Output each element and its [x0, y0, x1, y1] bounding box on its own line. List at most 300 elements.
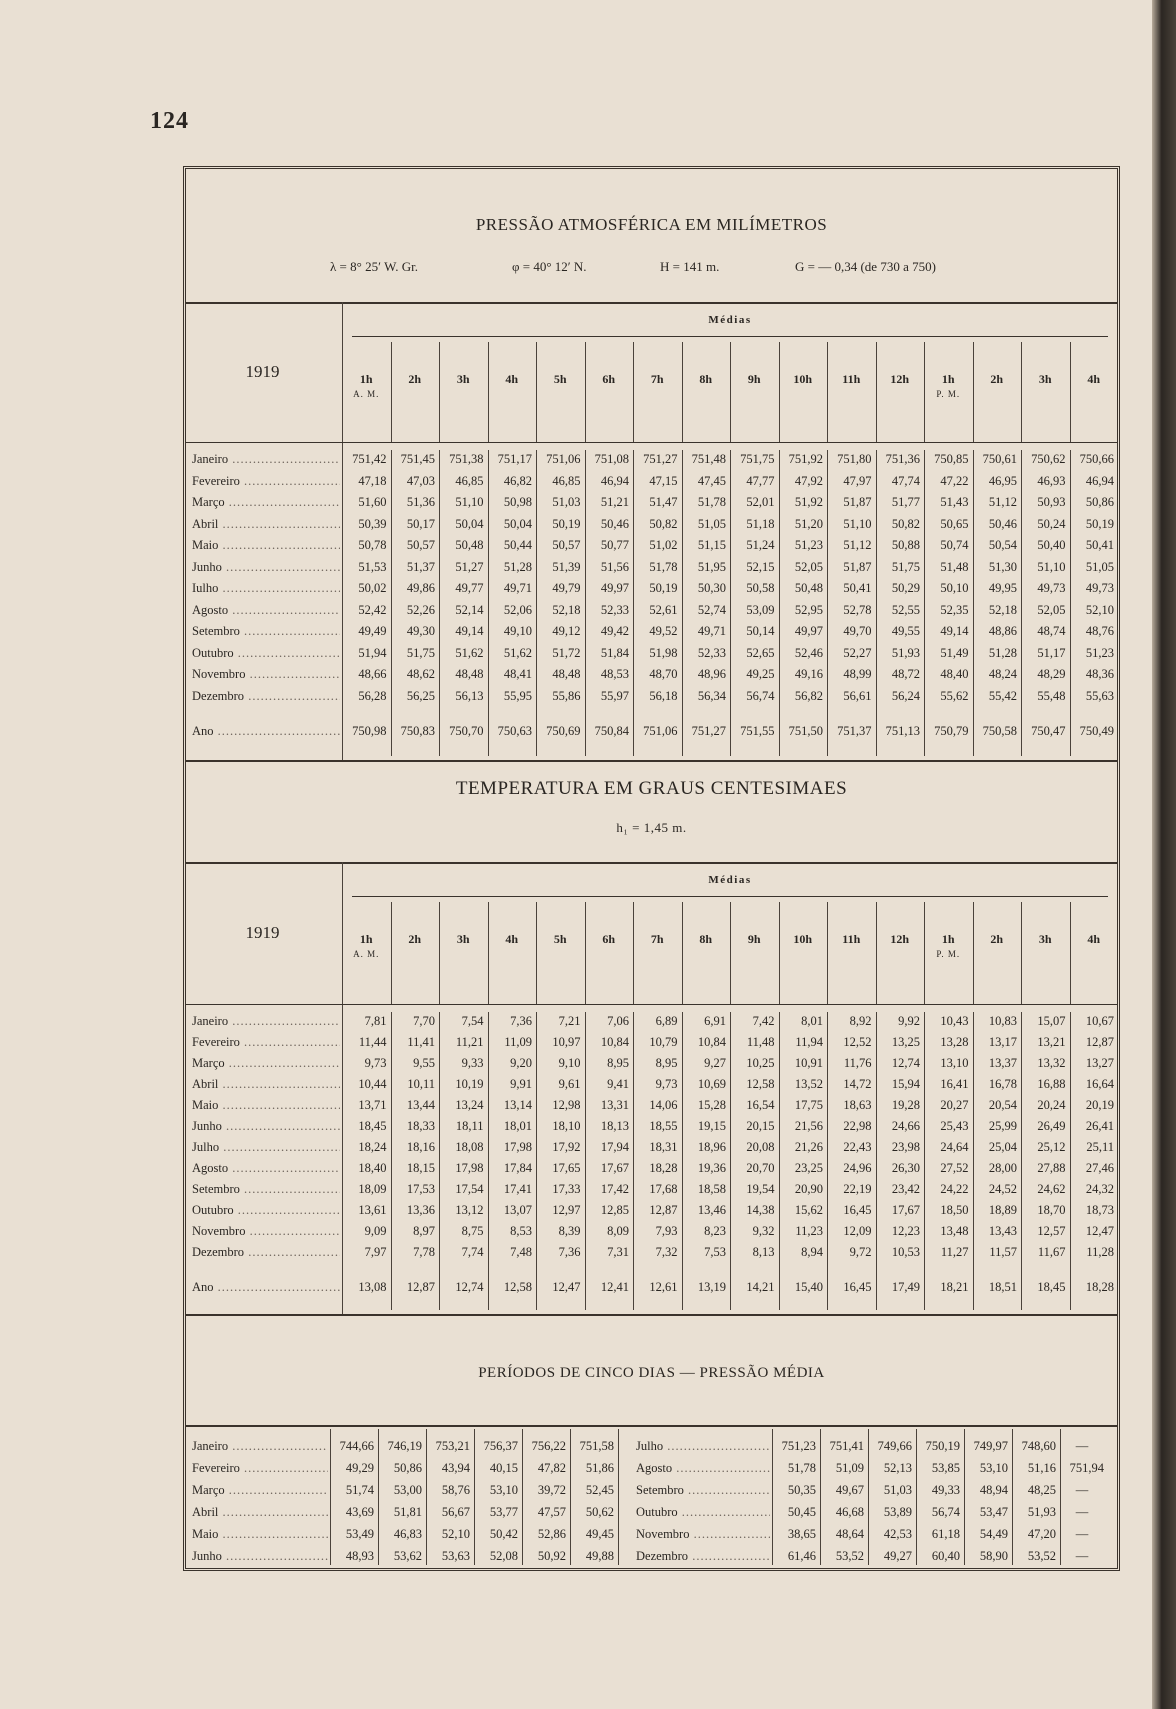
value-cell: 49,88 [585, 1549, 614, 1563]
value-cell: 43,69 [345, 1505, 374, 1519]
column-divider [876, 342, 877, 442]
value-cell: 50,48 [455, 538, 484, 552]
value-cell: 7,93 [655, 1224, 678, 1238]
hour-label: 4h [505, 372, 519, 386]
value-cell: 51,78 [649, 559, 678, 574]
value-cell: 11,94 [795, 1035, 823, 1049]
value-cell: 24,64 [940, 1140, 969, 1154]
value-cell: 50,77 [600, 538, 629, 552]
value-cell: 52,14 [455, 602, 484, 617]
value-cell: 52,08 [489, 1549, 518, 1563]
value-cell: 48,25 [1027, 1483, 1056, 1497]
value-cell: 51,62 [455, 645, 484, 660]
value-cell: 49,16 [794, 667, 823, 681]
value-cell: 13,17 [988, 1035, 1017, 1049]
value-cell: 48,64 [835, 1527, 864, 1541]
value-cell: 17,68 [649, 1182, 678, 1196]
value-cell: 7,42 [752, 1014, 775, 1028]
value-cell: 55,97 [600, 688, 629, 703]
value-cell: 50,82 [649, 516, 678, 531]
value-cell: 49,95 [988, 581, 1017, 595]
value-cell: 7,32 [655, 1245, 678, 1259]
hour-label: 10h [793, 932, 813, 946]
hour-label: 8h [699, 932, 713, 946]
value-cell: 51,03 [552, 495, 581, 509]
divider [618, 1429, 619, 1565]
value-cell: 50,35 [787, 1483, 816, 1497]
value-cell: 40,15 [489, 1461, 518, 1475]
value-cell: 18,11 [455, 1119, 484, 1133]
value-cell: 9,55 [413, 1056, 435, 1070]
column-divider [1021, 342, 1022, 442]
value-cell: 48,48 [552, 667, 581, 681]
hour-label: 5h [553, 932, 567, 946]
value-cell: 10,69 [697, 1077, 726, 1091]
value-cell: 50,78 [358, 538, 387, 552]
annual-cell: 750,58 [982, 724, 1017, 738]
hour-label: 12h [890, 932, 910, 946]
value-cell: 47,74 [891, 473, 920, 488]
value-cell: 50,74 [940, 538, 969, 552]
value-cell: 58,76 [441, 1483, 470, 1497]
month-label: Dezembro ..... [636, 1549, 770, 1564]
value-cell: 50,19 [552, 516, 581, 531]
value-cell: 50,86 [1085, 495, 1114, 509]
annual-cell: 18,45 [1037, 1280, 1066, 1294]
value-cell: 13,36 [406, 1203, 435, 1217]
value-cell: 18,50 [940, 1203, 969, 1217]
value-cell: 17,41 [503, 1182, 532, 1196]
value-cell: 20,54 [988, 1098, 1017, 1112]
value-cell: 9,20 [510, 1056, 532, 1070]
column-divider [488, 902, 489, 1004]
value-cell: 50,46 [988, 516, 1017, 531]
value-cell: 24,22 [940, 1182, 969, 1196]
value-cell: 49,10 [503, 624, 532, 638]
column-divider [730, 342, 731, 442]
value-cell: 9,92 [898, 1014, 920, 1028]
value-cell: 7,54 [461, 1014, 484, 1028]
month-label: Setembro ..... [192, 624, 340, 639]
column-divider [391, 902, 392, 1004]
value-cell: 51,28 [503, 559, 532, 574]
annual-cell: 750,70 [449, 724, 484, 738]
value-cell: 751,27 [643, 452, 678, 466]
value-cell: 749,66 [877, 1439, 912, 1453]
value-cell: 6,91 [704, 1014, 726, 1028]
value-cell: 8,39 [558, 1224, 581, 1238]
value-cell: 19,28 [891, 1098, 920, 1112]
pm-label: P. M. [936, 949, 961, 959]
month-label: Fevereiro ..... [192, 1461, 328, 1476]
value-cell: 7,06 [607, 1014, 629, 1028]
value-cell: 750,61 [982, 452, 1017, 466]
value-cell: 27,52 [940, 1161, 969, 1175]
column-divider [633, 902, 634, 1004]
annual-cell: 751,27 [691, 724, 726, 738]
hour-header [924, 932, 973, 959]
value-cell: 16,54 [746, 1098, 775, 1112]
column-divider [682, 342, 683, 442]
value-cell: 28,00 [988, 1161, 1017, 1175]
value-cell: 52,15 [746, 559, 775, 574]
value-cell: 751,36 [885, 452, 920, 466]
value-cell: 55,86 [552, 688, 581, 703]
hour-label: 2h [408, 372, 422, 386]
value-cell: 50,17 [406, 516, 435, 531]
month-label: Novembro ..... [192, 667, 340, 682]
value-cell: 50,57 [552, 538, 581, 552]
value-cell: 13,43 [988, 1224, 1017, 1238]
value-cell: — [1075, 1549, 1089, 1563]
value-cell: 52,78 [843, 602, 872, 617]
value-cell: 18,45 [358, 1119, 387, 1133]
column-divider [876, 902, 877, 1004]
value-cell: 47,15 [649, 473, 678, 488]
value-cell: 48,70 [649, 667, 678, 681]
value-cell: 25,99 [988, 1119, 1017, 1133]
value-cell: 750,85 [934, 452, 969, 466]
month-label: Abril ..... [192, 517, 340, 532]
value-cell: 51,56 [600, 559, 629, 574]
value-cell: 48,93 [345, 1549, 374, 1563]
altitude-param: H = 141 m. [660, 259, 720, 274]
value-cell: 7,81 [364, 1014, 387, 1028]
value-cell: 49,79 [552, 581, 581, 595]
value-cell: 51,05 [697, 516, 726, 531]
value-cell: 43,94 [441, 1461, 470, 1475]
column-divider [779, 342, 780, 442]
medias-label: Médias [708, 874, 752, 886]
value-cell: 50,46 [600, 516, 629, 531]
annual-cell: 12,87 [406, 1280, 435, 1294]
value-cell: 751,94 [1069, 1461, 1104, 1475]
value-cell: 13,52 [794, 1077, 823, 1091]
value-cell: 50,88 [891, 538, 920, 552]
month-label: Fevereiro ..... [192, 474, 340, 489]
value-cell: 20,70 [746, 1161, 775, 1175]
value-cell: 49,86 [406, 581, 435, 595]
value-cell: 49,97 [794, 624, 823, 638]
annual-cell: 16,45 [843, 1280, 872, 1294]
value-cell: 51,74 [345, 1483, 374, 1497]
month-label: Abril ..... [192, 1505, 328, 1520]
value-cell: 46,83 [393, 1527, 422, 1541]
value-cell: 47,45 [697, 473, 726, 488]
value-cell: 9,61 [558, 1077, 581, 1091]
month-label: Junho ..... [192, 1549, 328, 1564]
value-cell: 16,88 [1037, 1077, 1066, 1091]
value-cell: 52,13 [883, 1461, 912, 1475]
value-cell: 51,12 [988, 495, 1017, 509]
month-label: Março ..... [192, 1056, 340, 1071]
value-cell: 46,94 [1085, 473, 1114, 488]
value-cell: 51,23 [794, 538, 823, 552]
value-cell: 51,75 [891, 559, 920, 574]
temperature-param: h₁ = 1,45 m. [616, 820, 687, 835]
value-cell: 17,65 [552, 1161, 581, 1175]
value-cell: 56,61 [843, 688, 872, 703]
value-cell: 48,94 [979, 1483, 1008, 1497]
value-cell: 12,85 [600, 1203, 629, 1217]
value-cell: 20,19 [1085, 1098, 1114, 1112]
hour-label: 9h [747, 372, 761, 386]
value-cell: 17,67 [600, 1161, 629, 1175]
month-label: Abril ..... [192, 1077, 340, 1092]
hour-label: 1h [941, 932, 955, 946]
value-cell: 11,21 [455, 1035, 484, 1049]
value-cell: 52,27 [843, 645, 872, 660]
value-cell: 51,93 [1027, 1505, 1056, 1519]
month-label: Janeiro ..... [192, 1014, 340, 1029]
column-divider [439, 902, 440, 1004]
value-cell: 21,26 [794, 1140, 823, 1154]
value-cell: 52,33 [697, 645, 726, 660]
annual-cell: 13,19 [697, 1280, 726, 1294]
value-cell: 50,40 [1037, 538, 1066, 552]
value-cell: 50,92 [537, 1549, 566, 1563]
value-cell: 51,62 [503, 645, 532, 660]
value-cell: 49,77 [455, 581, 484, 595]
value-cell: 47,82 [537, 1461, 566, 1475]
value-cell: 51,23 [1085, 645, 1114, 660]
value-cell: 52,05 [1037, 602, 1066, 617]
value-cell: 9,33 [461, 1056, 484, 1070]
value-cell: 9,32 [752, 1224, 775, 1238]
value-cell: 49,49 [358, 624, 387, 638]
hour-header [779, 372, 828, 387]
top-rule [185, 302, 1118, 304]
value-cell: 49,73 [1085, 581, 1114, 595]
value-cell: 48,74 [1037, 624, 1066, 638]
hour-header [439, 372, 488, 387]
value-cell: 7,21 [558, 1014, 581, 1028]
value-cell: 58,90 [979, 1549, 1008, 1563]
column-divider [585, 342, 586, 442]
annual-cell: 14,21 [746, 1280, 775, 1294]
annual-cell: 15,40 [794, 1280, 823, 1294]
value-cell: 53,00 [393, 1483, 422, 1497]
value-cell: 13,37 [988, 1056, 1017, 1070]
hour-header [682, 372, 731, 387]
value-cell: 51,78 [787, 1461, 816, 1475]
hour-label: 3h [456, 372, 470, 386]
value-cell: 50,41 [1085, 538, 1114, 552]
month-label: Setembro ..... [192, 1182, 340, 1197]
value-cell: 52,26 [406, 602, 435, 617]
value-cell: 50,39 [358, 516, 387, 531]
value-cell: 9,41 [607, 1077, 629, 1091]
value-cell: 10,91 [794, 1056, 823, 1070]
annual-cell: 12,61 [649, 1280, 678, 1294]
value-cell: 18,24 [358, 1140, 387, 1154]
annual-cell: 12,41 [600, 1280, 629, 1294]
value-cell: 50,86 [393, 1461, 422, 1475]
value-cell: 13,44 [406, 1098, 435, 1112]
month-label: Março ..... [192, 1483, 328, 1498]
month-label: Maio ..... [192, 1098, 340, 1113]
month-label: Outubro ..... [192, 646, 340, 661]
value-cell: 750,62 [1031, 452, 1066, 466]
hour-label: 7h [650, 932, 664, 946]
column-divider [439, 342, 440, 442]
value-cell: 10,25 [746, 1056, 775, 1070]
value-cell: 16,45 [843, 1203, 872, 1217]
hour-label: 12h [890, 372, 910, 386]
value-cell: 55,62 [940, 688, 969, 703]
value-cell: 8,01 [801, 1014, 823, 1028]
value-cell: 18,33 [406, 1119, 435, 1133]
value-cell: 18,16 [406, 1140, 435, 1154]
value-cell: 51,48 [940, 559, 969, 574]
value-cell: 51,16 [1027, 1461, 1056, 1475]
value-cell: 55,42 [988, 688, 1017, 703]
hour-header [827, 372, 876, 387]
value-cell: 9,09 [364, 1224, 387, 1238]
value-cell: 17,98 [455, 1161, 484, 1175]
value-cell: 46,95 [988, 473, 1017, 488]
month-label: Fevereiro ..... [192, 1035, 340, 1050]
annual-cell: 751,06 [643, 724, 678, 738]
value-cell: — [1075, 1527, 1089, 1541]
hour-label: 2h [990, 372, 1004, 386]
hour-label: 11h [842, 932, 861, 946]
value-cell: 52,45 [585, 1483, 614, 1497]
column-divider [1021, 902, 1022, 1004]
hour-label: 8h [699, 372, 713, 386]
hour-header [1021, 372, 1070, 387]
value-cell: 51,93 [891, 645, 920, 660]
value-cell: 18,55 [649, 1119, 678, 1133]
value-cell: 49,97 [600, 581, 629, 595]
value-cell: 11,28 [1086, 1245, 1114, 1259]
value-cell: 13,14 [503, 1098, 532, 1112]
value-cell: 13,31 [600, 1098, 629, 1112]
value-cell: 51,36 [406, 495, 435, 509]
annual-cell: 750,47 [1031, 724, 1066, 738]
value-cell: 51,37 [406, 559, 435, 574]
value-cell: — [1075, 1439, 1089, 1453]
value-cell: 11,48 [746, 1035, 775, 1049]
value-cell: 56,74 [746, 688, 775, 703]
value-cell: 15,62 [794, 1203, 823, 1217]
value-cell: 12,87 [1085, 1035, 1114, 1049]
hour-header [876, 932, 925, 947]
value-cell: 51,10 [1037, 559, 1066, 574]
column-divider [730, 902, 731, 1004]
value-cell: 47,77 [746, 473, 775, 488]
value-cell: 11,27 [940, 1245, 969, 1259]
value-cell: 42,53 [883, 1527, 912, 1541]
hour-header [633, 932, 682, 947]
value-cell: 8,95 [655, 1056, 678, 1070]
value-cell: 15,28 [697, 1098, 726, 1112]
value-cell: 53,49 [345, 1527, 374, 1541]
value-cell: 8,09 [607, 1224, 629, 1238]
value-cell: 49,70 [843, 624, 872, 638]
value-cell: 13,24 [455, 1098, 484, 1112]
value-cell: 10,84 [697, 1035, 726, 1049]
hour-header [585, 372, 634, 387]
value-cell: 25,12 [1037, 1140, 1066, 1154]
value-cell: 751,06 [546, 452, 581, 466]
value-cell: 24,96 [843, 1161, 872, 1175]
value-cell: 13,71 [358, 1098, 387, 1112]
value-cell: 12,97 [552, 1203, 581, 1217]
value-cell: 751,08 [594, 452, 629, 466]
value-cell: 11,57 [989, 1245, 1017, 1259]
value-cell: 56,24 [891, 688, 920, 703]
value-cell: 51,98 [649, 645, 678, 660]
hour-label: 1h [359, 372, 373, 386]
value-cell: 25,43 [940, 1119, 969, 1133]
annual-cell: 12,58 [503, 1280, 532, 1294]
value-cell: 53,52 [1027, 1549, 1056, 1563]
hour-header [585, 932, 634, 947]
value-cell: 11,76 [843, 1056, 872, 1070]
value-cell: 50,65 [940, 516, 969, 531]
column-divider [827, 342, 828, 442]
value-cell: 51,24 [746, 538, 775, 552]
value-cell: 52,74 [697, 602, 726, 617]
value-cell: 746,19 [387, 1439, 422, 1453]
value-cell: 7,74 [461, 1245, 484, 1259]
value-cell: 52,55 [891, 602, 920, 617]
value-cell: 17,53 [406, 1182, 435, 1196]
value-cell: 17,92 [552, 1140, 581, 1154]
value-cell: 49,12 [552, 624, 581, 638]
value-cell: 51,10 [455, 495, 484, 509]
month-label: Dezembro ..... [192, 1245, 340, 1260]
value-cell: 22,43 [843, 1140, 872, 1154]
value-cell: 751,17 [497, 452, 532, 466]
annual-cell: 13,08 [358, 1280, 387, 1294]
value-cell: 19,36 [697, 1161, 726, 1175]
value-cell: 16,41 [940, 1077, 969, 1091]
value-cell: 19,15 [697, 1119, 726, 1133]
value-cell: 9,73 [655, 1077, 678, 1091]
value-cell: 50,44 [503, 538, 532, 552]
hour-label: 4h [1087, 372, 1101, 386]
value-cell: 10,83 [988, 1014, 1017, 1028]
value-cell: 17,94 [600, 1140, 629, 1154]
value-cell: 51,78 [697, 495, 726, 509]
value-cell: 18,96 [697, 1140, 726, 1154]
value-cell: 49,52 [649, 624, 678, 638]
value-cell: 51,21 [600, 495, 629, 509]
value-cell: 18,58 [697, 1182, 726, 1196]
value-cell: 46,82 [503, 473, 532, 488]
hour-label: 5h [553, 372, 567, 386]
month-label: Maio ..... [192, 538, 340, 553]
value-cell: 49,73 [1037, 581, 1066, 595]
value-cell: 53,52 [835, 1549, 864, 1563]
value-cell: 18,08 [455, 1140, 484, 1154]
value-cell: 13,27 [1085, 1056, 1114, 1070]
value-cell: 751,42 [352, 452, 387, 466]
value-cell: 751,48 [691, 452, 726, 466]
value-cell: 19,54 [746, 1182, 775, 1196]
value-cell: 753,21 [435, 1439, 470, 1453]
value-cell: 12,52 [843, 1035, 872, 1049]
hour-label: 2h [990, 932, 1004, 946]
value-cell: 8,13 [752, 1245, 775, 1259]
value-cell: 10,19 [455, 1077, 484, 1091]
value-cell: 751,23 [781, 1439, 816, 1453]
value-cell: 13,21 [1037, 1035, 1066, 1049]
value-cell: 60,40 [931, 1549, 960, 1563]
value-cell: 49,30 [406, 624, 435, 638]
